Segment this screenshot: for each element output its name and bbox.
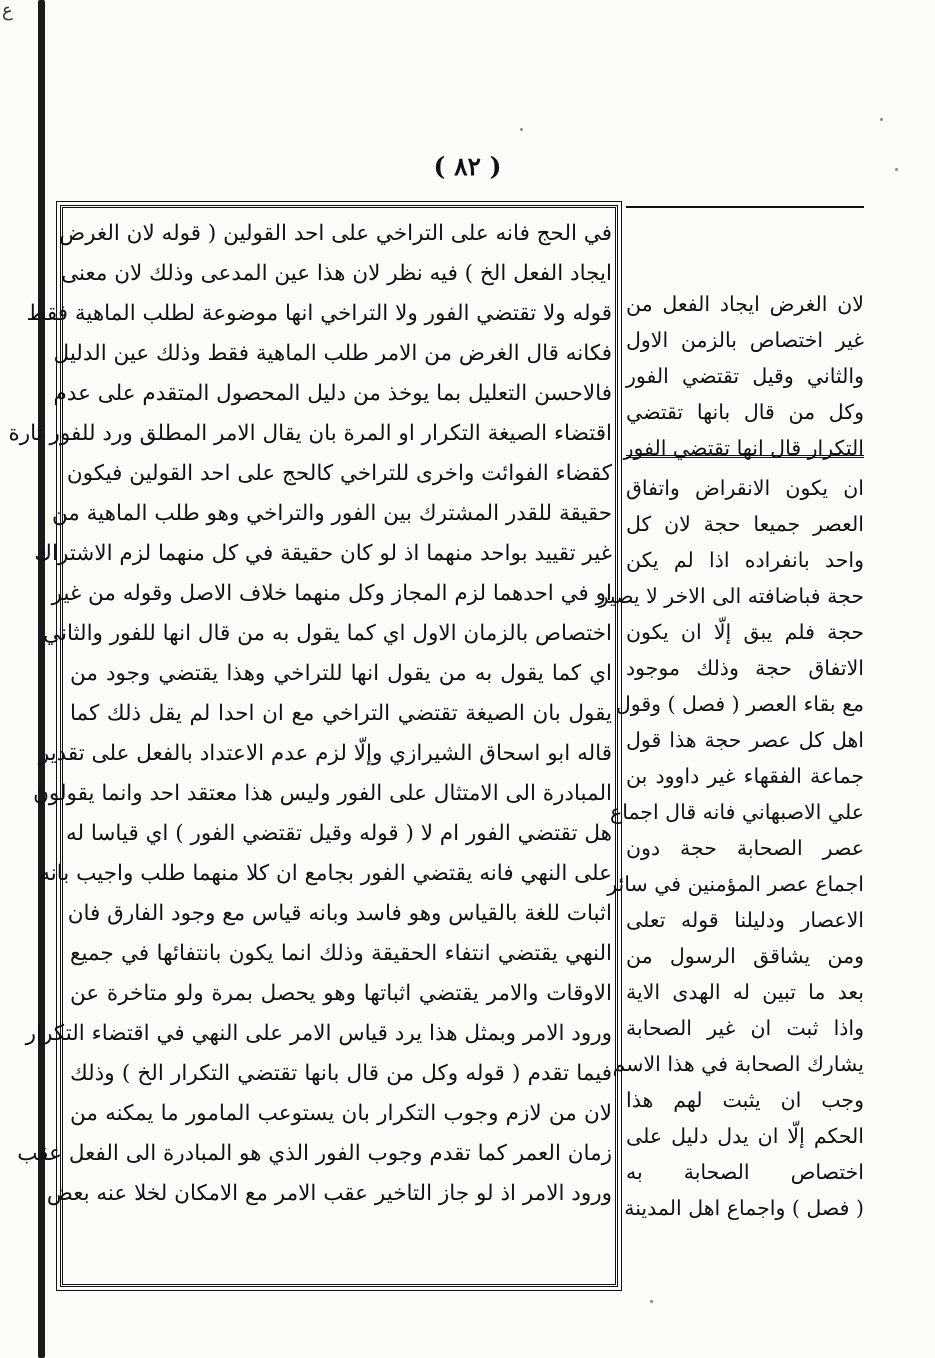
main-text-line: يقول بان الصيغة تقتضي التراخي مع ان احدا لم يقل ذلك كما — [70, 701, 612, 726]
margin-text-line: غير اختصاص بالزمن الاول — [626, 328, 864, 352]
main-text-line: اقتضاء الصيغة التكرار او المرة بان يقال الامر المطلق ورد للفور تارة — [8, 421, 612, 446]
margin-text-line: لان الغرض ايجاد الفعل من — [626, 292, 864, 316]
margin-text-line: والثاني وقيل تقتضي الفور — [626, 364, 864, 388]
main-text-line: كقضاء الفوائت واخرى للتراخي كالحج على احد القولين فيكون — [66, 461, 612, 486]
margin-text-line: التكرار قال انها تقتضي الفور — [623, 436, 864, 460]
main-text-line: زمان العمر كما تقدم وجوب الفور الذي هو المبادرة الى الفعل عقب — [17, 1141, 612, 1166]
margin-text-line: واحد بانفراده اذا لم يكن — [626, 548, 864, 572]
main-text-line: حقيقة للقدر المشترك بين الفور والتراخي وهو طلب الماهية من — [51, 501, 612, 526]
speck — [880, 118, 883, 121]
margin-top-rule — [626, 206, 864, 208]
margin-text-line: مع بقاء العصر ( فصل ) وقول — [615, 692, 864, 716]
main-text-line: فالاحسن التعليل بما يوخذ من دليل المحصول المتقدم على عدم — [53, 381, 612, 406]
margin-text-line: وجب ان يثبت لهم هذا — [626, 1088, 864, 1112]
main-text-line: او في احدهما لزم المجاز وكل منهما خلاف الاصل وقوله من غير — [51, 581, 612, 606]
margin-text-line: واذا ثبت ان غير الصحابة — [626, 1016, 864, 1040]
margin-text-line: اجماع عصر المؤمنين في سائر — [607, 872, 864, 896]
page-number: ( ٨٢ ) — [433, 152, 502, 181]
main-text-line: قوله ولا تقتضي الفور ولا التراخي انها موضوعة لطلب الماهية فقط — [26, 301, 612, 326]
main-text-line: غير تقييد بواحد منهما اذ لو كان حقيقة في كل منهما لزم الاشتراك — [34, 541, 612, 566]
margin-text-line: يشارك الصحابة في هذا الاسم — [612, 1052, 864, 1076]
margin-commentary-top — [623, 286, 864, 466]
main-text-line: لان من لازم وجوب التكرار بان يستوعب المامور ما يمكنه من — [70, 1101, 612, 1126]
margin-text-line: اهل كل عصر حجة هذا قول — [626, 728, 864, 752]
speck — [895, 168, 898, 171]
margin-text-line: حجة فلم يبق إلّا ان يكون — [626, 620, 864, 644]
margin-text-line: حجة فباضافته الى الاخر لا يصير — [598, 584, 864, 608]
main-text-line: في الحج فانه على التراخي على احد القولين ( قوله لان الغرض — [59, 221, 612, 246]
main-text-line: قاله ابو اسحاق الشيرازي وإلّا لزم عدم الاعتداد بالفعل على تقدير — [38, 741, 612, 766]
main-text-line: ورود الامر اذ لو جاز التاخير عقب الامر مع الامكان لخلا عنه بعض — [46, 1181, 612, 1206]
main-text-line: اختصاص بالزمان الاول اي كما يقول به من قال انها للفور والثاني — [43, 621, 612, 646]
margin-text-line: جماعة الفقهاء غير داوود بن — [626, 764, 864, 788]
margin-commentary-bottom — [598, 470, 864, 1226]
margin-text-line: ان يكون الانقراض واتفاق — [626, 476, 864, 500]
margin-text-line: ومن يشاقق الرسول من — [626, 944, 864, 968]
main-text-line: اي كما يقول به من يقول انها للتراخي وهذا يقتضي وجود من — [70, 661, 612, 686]
main-text-line: اثبات للغة بالقياس وهو فاسد وبانه قياس مع وجود الفارق فان — [67, 901, 612, 926]
main-text-column — [8, 214, 612, 1214]
margin-text-line: اختصاص الصحابة به — [626, 1160, 864, 1184]
speck — [520, 128, 523, 131]
main-text-line: هل تقتضي الفور ام لا ( قوله وقيل تقتضي الفور ) اي قياسا له — [65, 821, 612, 846]
main-text-line: الاوقات والامر يقتضي اثباتها وهو يحصل بمرة ولو متاخرة عن — [70, 981, 612, 1006]
margin-text-line: الحكم إلّا ان يدل دليل على — [626, 1124, 864, 1148]
main-text-line: ايجاد الفعل الخ ) فيه نظر لان هذا عين المدعى وذلك لان معنى — [61, 261, 612, 286]
margin-text-line: الاتفاق حجة وذلك موجود — [626, 656, 864, 680]
main-text-line: النهي يقتضي انتفاء الحقيقة وذلك انما يكون بانتفائها في جميع — [70, 941, 612, 966]
main-text-line: على النهي فانه يقتضي الفور بجامع ان كلا منهما طلب واجيب بانه — [39, 861, 612, 886]
corner-mark: ﻉ — [2, 0, 13, 21]
main-text-line: فكانه قال الغرض من الامر طلب الماهية فقط وذلك عين الدليل — [53, 341, 612, 366]
margin-text-line: بعد ما تبين له الهدى الاية — [626, 980, 864, 1004]
margin-text-line: علي الاصبهاني فانه قال اجماع — [609, 800, 864, 824]
margin-text-line: ( فصل ) واجماع اهل المدينة — [624, 1196, 864, 1220]
margin-text-line: عصر الصحابة حجة دون — [626, 836, 864, 860]
margin-text-line: وكل من قال بانها تقتضي — [626, 400, 864, 424]
margin-divider — [626, 455, 864, 458]
main-text-line: فيما تقدم ( قوله وكل من قال بانها تقتضي التكرار الخ ) وذلك — [70, 1061, 612, 1086]
main-text-line: ورود الامر وبمثل هذا يرد قياس الامر على النهي في اقتضاء التكرار — [25, 1021, 612, 1046]
speck — [650, 1300, 653, 1303]
margin-text-line: العصر جميعا حجة لان كل — [626, 512, 864, 536]
margin-text-line: الاعصار ودليلنا قوله تعلى — [626, 908, 864, 932]
main-text-line: المبادرة الى الامتثال على الفور وليس هذا معتقد احد وانما يقولون — [33, 781, 612, 806]
